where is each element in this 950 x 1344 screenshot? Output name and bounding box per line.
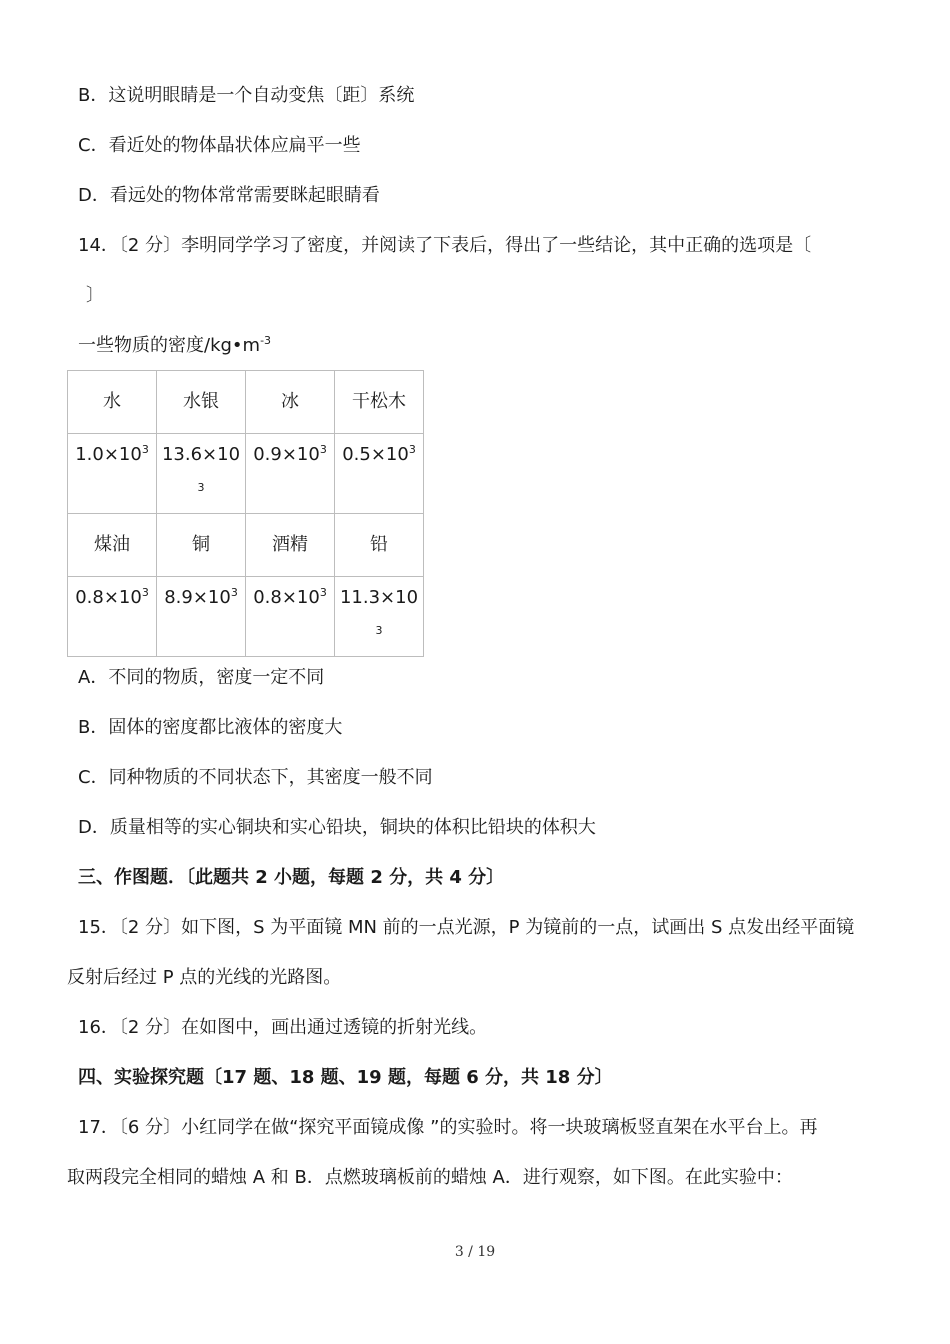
table-cell-name: 铅 (335, 514, 424, 577)
section4-heading: 四、实验探究题〔17 题、18 题、19 题，每题 6 分，共 18 分〕 (78, 1067, 613, 1088)
table-cell-name: 干松木 (335, 371, 424, 434)
q14-table-caption-text: 一些物质的密度/kg•m (78, 335, 261, 356)
q16-text: 16．〔2 分〕在如图中，画出通过透镜的折射光线。 (78, 1017, 488, 1038)
q14-table-caption (78, 334, 271, 358)
table-cell-value-exponent: 3 (319, 586, 327, 599)
table-cell-name: 水 (68, 371, 157, 434)
table-cell-value-exponent: 3 (197, 481, 205, 494)
table-cell-value-exponent: 3 (319, 443, 327, 456)
density-table (67, 370, 424, 657)
q13-option-c: C．看近处的物体晶状体应扁平一些 (78, 135, 361, 156)
table-cell-value-exponent: 3 (141, 443, 149, 456)
table-cell-name: 冰 (246, 371, 335, 434)
table-cell-value-base: 0.5×10 (342, 444, 409, 465)
density-table-row-values-1 (68, 434, 424, 514)
table-cell-value (157, 577, 246, 657)
table-cell-value (335, 577, 424, 657)
table-cell-value (157, 434, 246, 514)
density-table-row-values-2 (68, 577, 424, 657)
table-cell-value (335, 434, 424, 514)
table-cell-value (68, 434, 157, 514)
table-cell-value-base: 13.6×10 (161, 444, 241, 465)
table-cell-value (68, 577, 157, 657)
table-cell-name: 水银 (157, 371, 246, 434)
q14-stem-line1: 14．〔2 分〕李明同学学习了密度，并阅读了下表后，得出了一些结论，其中正确的选项是〔 (78, 235, 812, 256)
q13-option-d: D．看远处的物体常常需要眯起眼睛看 (78, 185, 380, 206)
q14-option-d: D．质量相等的实心铜块和实心铅块，铜块的体积比铅块的体积大 (78, 817, 596, 838)
table-cell-value-base: 0.9×10 (253, 444, 320, 465)
table-cell-value (246, 577, 335, 657)
section3-heading: 三、作图题．〔此题共 2 小题，每题 2 分，共 4 分〕 (78, 867, 505, 888)
q14-option-c: C．同种物质的不同状态下，其密度一般不同 (78, 767, 433, 788)
q14-stem-line2: 〕 (86, 285, 104, 306)
page-number: 3 / 19 (454, 1244, 496, 1260)
table-cell-name: 铜 (157, 514, 246, 577)
q15-line1: 15．〔2 分〕如下图，S 为平面镜 MN 前的一点光源，P 为镜前的一点，试画出 S 点发出经平面镜 (78, 917, 855, 938)
table-cell-value-base: 11.3×10 (339, 587, 419, 608)
table-cell-value-exponent: 3 (408, 443, 416, 456)
density-table-row-names-2 (68, 514, 424, 577)
q14-option-a: A．不同的物质，密度一定不同 (78, 667, 325, 688)
q17-line1: 17．〔6 分〕小红同学在做“探究平面镜成像 ”的实验时。将一块玻璃板竖直架在水平台上。再 (78, 1117, 818, 1138)
table-cell-name: 煤油 (68, 514, 157, 577)
q13-option-b: B．这说明眼睛是一个自动变焦〔距〕系统 (78, 85, 415, 106)
table-cell-value-base: 1.0×10 (75, 444, 142, 465)
density-table-row-names-1 (68, 371, 424, 434)
table-cell-value-exponent: 3 (375, 624, 383, 637)
table-cell-value-exponent: 3 (230, 586, 238, 599)
table-cell-value-base: 8.9×10 (164, 587, 231, 608)
table-cell-value (246, 434, 335, 514)
table-cell-value-base: 0.8×10 (75, 587, 142, 608)
q14-table-caption-unit-exponent: -3 (260, 334, 272, 347)
table-cell-value-exponent: 3 (141, 586, 149, 599)
q14-option-b: B．固体的密度都比液体的密度大 (78, 717, 343, 738)
q17-line2: 取两段完全相同的蜡烛 A 和 B．点燃玻璃板前的蜡烛 A．进行观察，如下图。在此实验中： (67, 1167, 793, 1188)
q15-line2: 反射后经过 P 点的光线的光路图。 (67, 967, 342, 988)
table-cell-name: 酒精 (246, 514, 335, 577)
table-cell-value-base: 0.8×10 (253, 587, 320, 608)
